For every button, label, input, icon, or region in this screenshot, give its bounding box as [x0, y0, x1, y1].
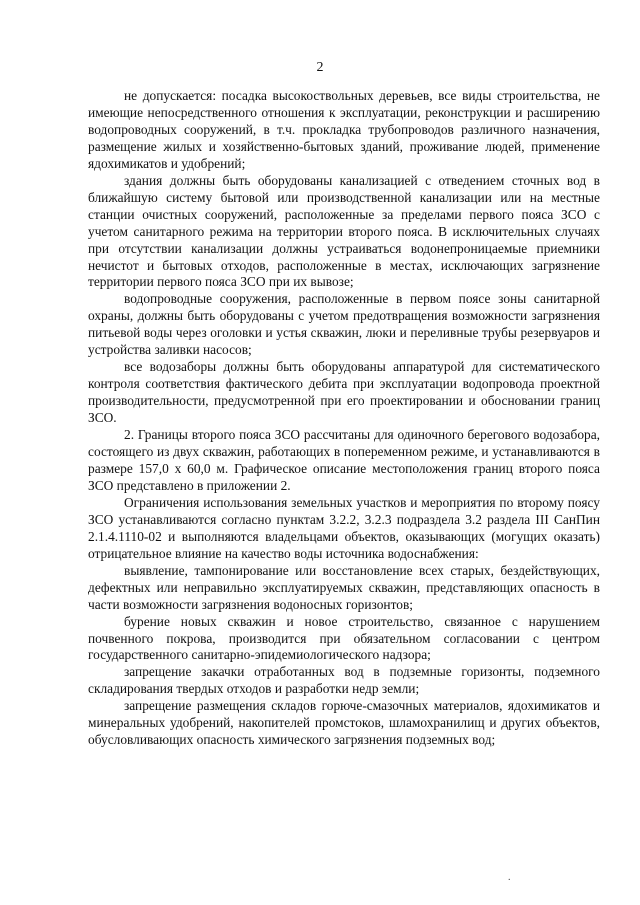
paragraph-building-sewerage: здания должны быть оборудованы канализацией с отведением сточных вод в ближайшую систему бытовой или производственной канализации или на местные станции очистных сооружений, расположенные за пределами первого пояса ЗСО с учетом санитарного режима на территории второго пояса. В исключительных случаях при отсутствии канализации должны устраиваться водонепроницаемые приемники нечистот и бытовых отходов, расположенные в местах, исключающих загрязнение территории первого пояса ЗСО при их вывозе;	[88, 172, 600, 290]
scan-dot-mark: .	[508, 872, 511, 883]
document-body	[88, 88, 600, 749]
page-number: 2	[316, 60, 324, 75]
paragraph-waterworks-equipment: водопроводные сооружения, расположенные в первом поясе зоны санитарной охраны, должны быть оборудованы с учетом предотвращения возможности загрязнения питьевой воды через оголовки и устья скважин, люки и переливные трубы резервуаров и устройства заливки насосов;	[88, 291, 600, 358]
paragraph-water-intake-monitoring: все водозаборы должны быть оборудованы аппаратурой для систематического контроля соответствия фактического дебита при эксплуатации водопровода проектной производительности, предусмотренной при его проектировании и обосновании границ ЗСО.	[88, 359, 600, 426]
paragraph-well-plugging: выявление, тампонирование или восстановление всех старых, бездействующих, дефектных или неправильно эксплуатируемых скважин, представляющих опасность в части возможности загрязнения водоносных горизонтов;	[88, 562, 600, 612]
paragraph-injection-ban: запрещение закачки отработанных вод в подземные горизонты, подземного складирования твердых отходов и разработки недр земли;	[88, 664, 600, 697]
paragraph-land-use-restrictions: Ограничения использования земельных участков и мероприятия по второму поясу ЗСО устанавливаются согласно пунктам 3.2.2, 3.2.3 подраздела 3.2 раздела III СанПин 2.1.4.1110-02 и выполняются владельцами объектов, оказывающих (могущих оказать) отрицательное влияние на качество воды источника водоснабжения:	[88, 494, 600, 561]
paragraph-second-zone-boundaries: 2. Границы второго пояса ЗСО рассчитаны для одиночного берегового водозабора, состоящего из двух скважин, работающих в попеременном режиме, и устанавливаются в размере 157,0 х 60,0 м. Графическое описание местоположения границ второго пояса ЗСО представлено в приложении 2.	[88, 427, 600, 493]
paragraph-new-drilling: бурение новых скважин и новое строительство, связанное с нарушением почвенного покрова, производится при обязательном согласовании с центром государственного санитарно-эпидемиологического надзора;	[88, 613, 600, 663]
paragraph-storage-ban: запрещение размещения складов горюче-смазочных материалов, ядохимикатов и минеральных удобрений, накопителей промстоков, шламохранилищ и других объектов, обусловливающих опасность химического загрязнения подземных вод;	[88, 698, 600, 748]
paragraph-prohibited-activities: не допускается: посадка высокоствольных деревьев, все виды строительства, не имеющие непосредственного отношения к эксплуатации, реконструкции и расширению водопроводных сооружений, в т.ч. прокладка трубопроводов различного назначения, размещение жилых и хозяйственно-бытовых зданий, проживание людей, применение ядохимикатов и удобрений;	[88, 88, 600, 171]
